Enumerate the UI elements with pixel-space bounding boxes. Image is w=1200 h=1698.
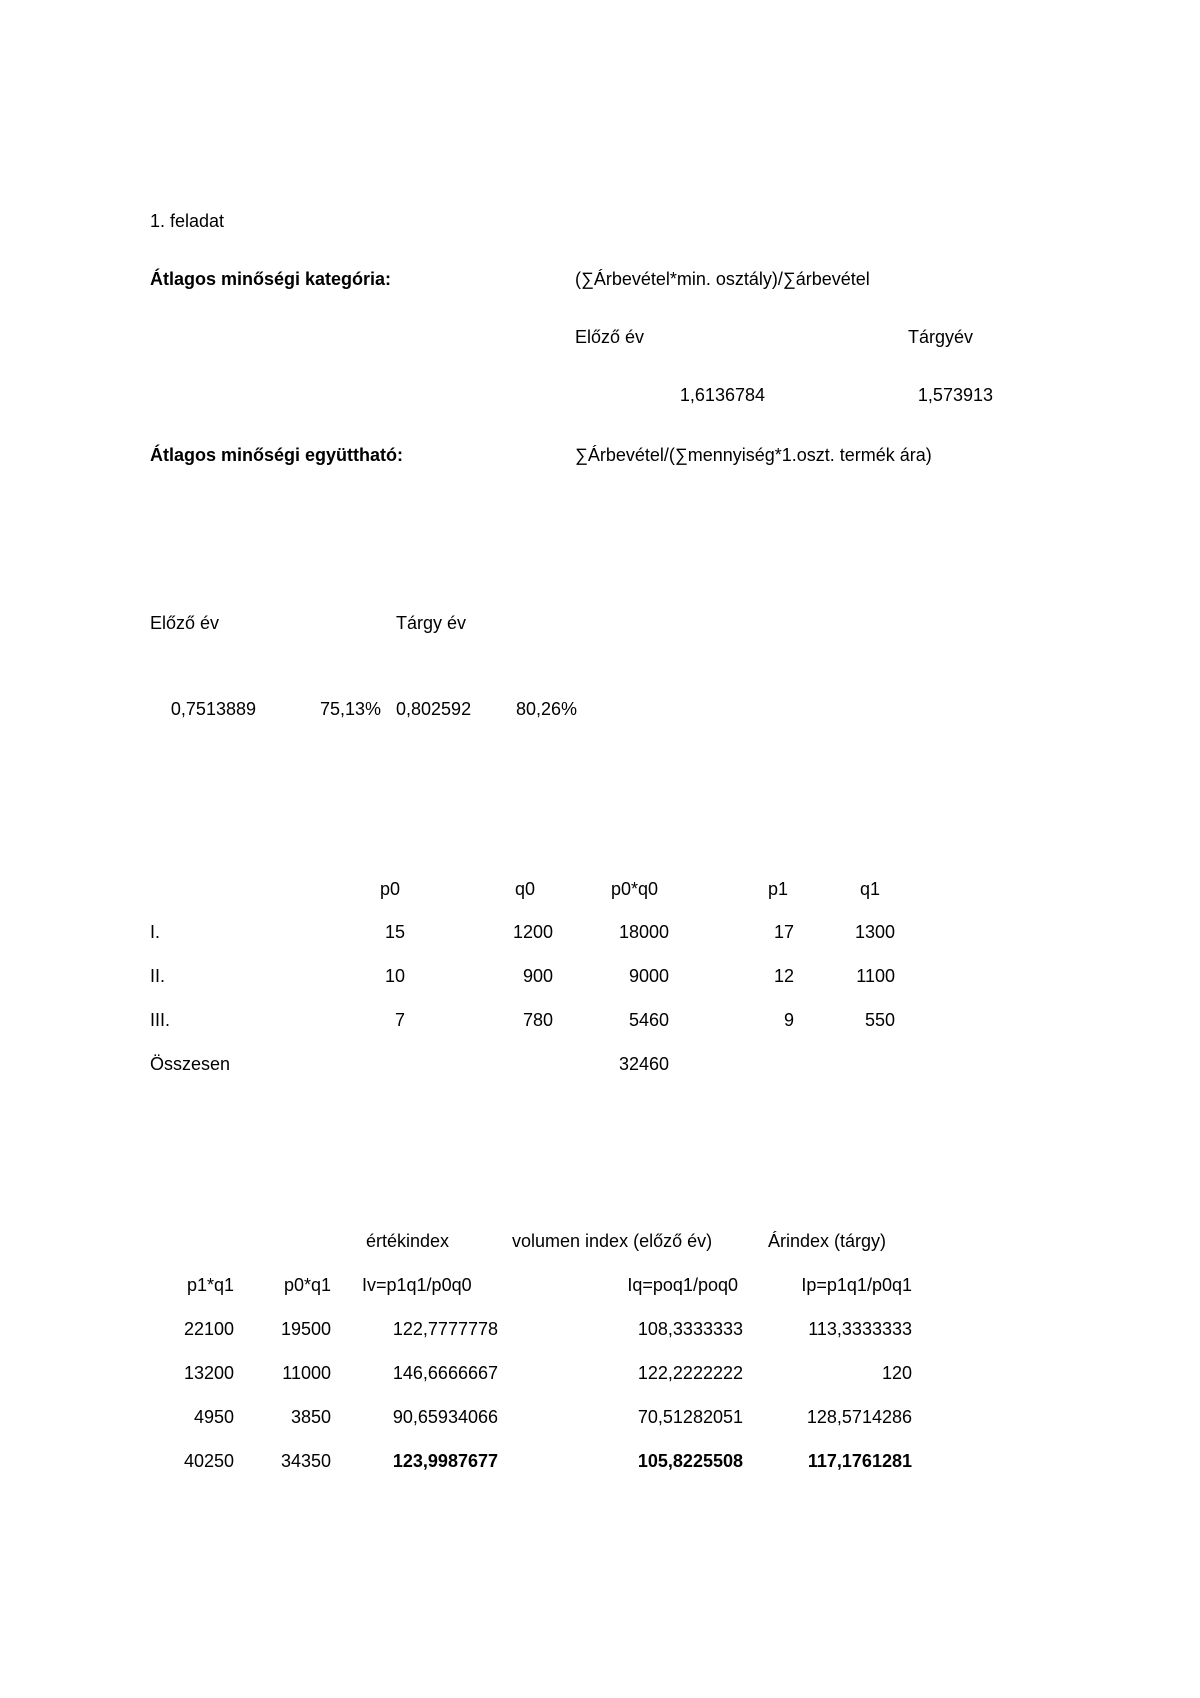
table-cell-total-iv: 123,9987677 [392,1451,498,1471]
table-cell: 90,65934066 [392,1407,498,1427]
table-row-label: III. [150,1010,171,1030]
avg-coeff-curr-percent: 80,26% [515,699,577,719]
table-cell: 22100 [183,1319,234,1339]
avg-coeff-prev-header: Előző év [150,613,220,633]
table-cell-total-iq: 105,8225508 [637,1451,743,1471]
table2-header-ip: Ip=p1q1/p0q1 [801,1275,912,1295]
avg-coeff-prev-percent: 75,13% [319,699,381,719]
avg-category-label: Átlagos minőségi kategória: [150,269,392,289]
table-cell: 122,2222222 [637,1363,743,1383]
avg-coeff-curr-header: Tárgy év [396,613,467,633]
table1-header-p1: p1 [768,879,789,899]
table-row-label: II. [150,966,166,986]
table-cell: 15 [384,922,405,942]
table-cell: 113,3333333 [808,1319,912,1339]
table-row-label: I. [150,922,161,942]
avg-coeff-label: Átlagos minőségi együttható: [150,445,404,465]
table-cell: 5460 [628,1010,669,1030]
table-cell: 900 [522,966,553,986]
group-header-price-index: Árindex (tárgy) [768,1231,887,1251]
table-cell: 7 [394,1010,405,1030]
avg-category-curr-header: Tárgyév [908,327,974,347]
table-cell: 19500 [280,1319,331,1339]
table-cell: 108,3333333 [637,1319,743,1339]
table-cell: 70,51282051 [637,1407,743,1427]
avg-coeff-prev-value: 0,7513889 [170,699,256,719]
table-cell: 9000 [628,966,669,986]
table-cell: 34350 [280,1451,331,1471]
table-cell: 10 [384,966,405,986]
table-cell: 550 [864,1010,895,1030]
table1-header-p0q0: p0*q0 [611,879,659,899]
table2-header-iq: Iq=poq1/poq0 [627,1275,738,1295]
table1-header-q0: q0 [515,879,536,899]
table-cell: 1300 [854,922,895,942]
task-heading: 1. feladat [150,211,225,231]
table-cell-total-ip: 117,1761281 [807,1451,912,1471]
table-cell: 9 [783,1010,794,1030]
table-cell: 120 [881,1363,912,1383]
table-cell: 780 [522,1010,553,1030]
table-cell: 17 [773,922,794,942]
table1-header-q1: q1 [860,879,881,899]
table-cell: 146,6666667 [392,1363,498,1383]
table-total-label: Összesen [150,1054,231,1074]
table-cell: 18000 [618,922,669,942]
avg-coeff-formula: ∑Árbevétel/(∑mennyiség*1.oszt. termék ára) [575,445,932,465]
table-cell: 3850 [290,1407,331,1427]
table-cell: 1100 [856,966,895,986]
table-cell: 13200 [183,1363,234,1383]
table2-header-p0q1: p0*q1 [283,1275,331,1295]
avg-category-formula: (∑Árbevétel*min. osztály)/∑árbevétel [575,269,870,289]
table-total-p0q0: 32460 [618,1054,669,1074]
table-cell: 128,5714286 [806,1407,912,1427]
avg-category-prev-value: 1,6136784 [679,385,765,405]
table1-header-p0: p0 [380,879,401,899]
avg-category-prev-header: Előző év [575,327,645,347]
avg-coeff-curr-value: 0,802592 [396,699,472,719]
table2-header-iv: Iv=p1q1/p0q0 [362,1275,472,1295]
group-header-value-index: értékindex [366,1231,450,1251]
avg-category-curr-value: 1,573913 [917,385,993,405]
table-cell: 12 [773,966,794,986]
table-cell: 11000 [282,1363,331,1383]
table-cell: 4950 [193,1407,234,1427]
table-cell: 1200 [512,922,553,942]
table-cell: 122,7777778 [392,1319,498,1339]
group-header-volume-index: volumen index (előző év) [512,1231,713,1251]
table-cell: 40250 [183,1451,234,1471]
table2-header-p1q1: p1*q1 [186,1275,234,1295]
